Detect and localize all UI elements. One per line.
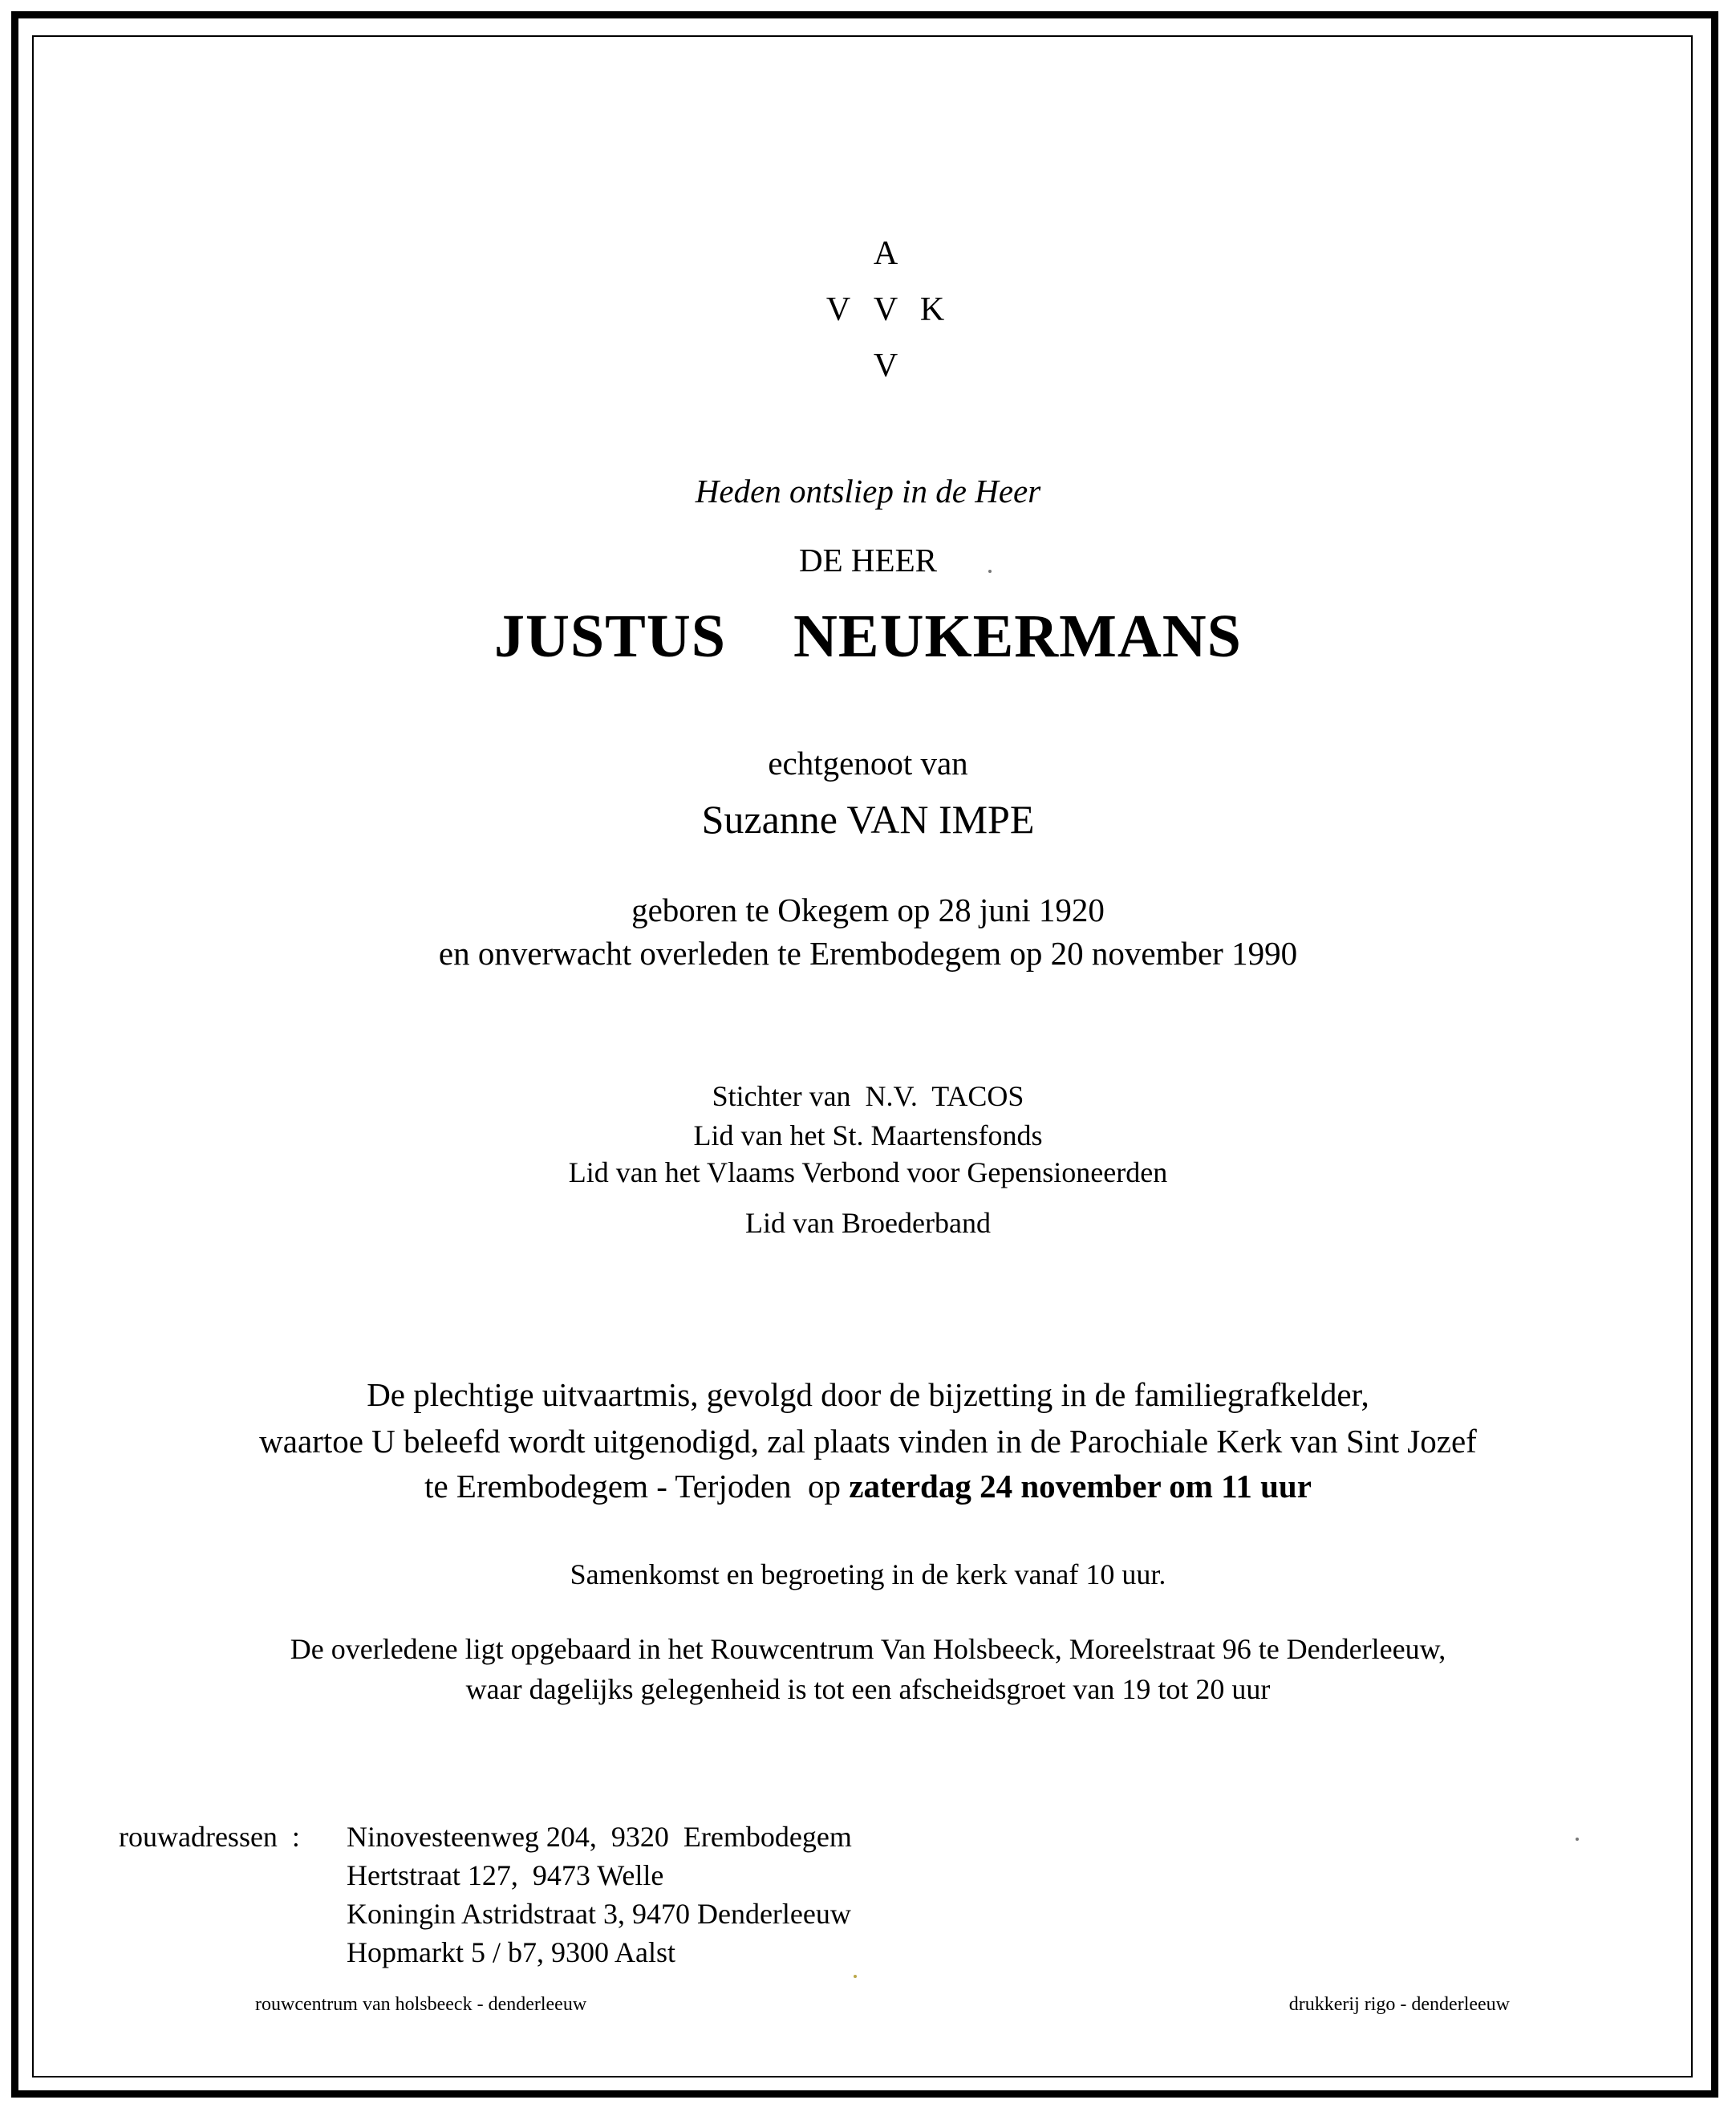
address-item: Koningin Astridstraat 3, 9470 Denderleeuw	[347, 1898, 851, 1930]
print-speck	[854, 1975, 857, 1978]
role-item: Lid van het St. Maartensfonds	[693, 1119, 1043, 1151]
cross-bottom-letter: V	[873, 347, 898, 384]
print-speck	[1576, 1838, 1579, 1841]
birth-line: geboren te Okegem op 28 juni 1920	[631, 892, 1105, 928]
honorific: DE HEER	[799, 542, 937, 579]
print-speck	[988, 570, 992, 573]
cross-right-letter: K	[919, 291, 945, 328]
funeral-date-time: zaterdag 24 november om 11 uur	[849, 1468, 1312, 1505]
addresses-label: rouwadressen :	[119, 1821, 300, 1853]
footer-printer: drukkerij rigo - denderleeuw	[1288, 1994, 1510, 2015]
role-item: Lid van het Vlaams Verbond voor Gepensioneerden	[568, 1156, 1168, 1188]
wake-line-1: De overledene ligt opgebaard in het Rouwcentrum Van Holsbeeck, Moreelstraat 96 te Denderleeuw,	[290, 1633, 1446, 1665]
funeral-location: te Erembodegem - Terjoden op	[424, 1468, 850, 1505]
wake-line-2: waar dagelijks gelegenheid is tot een afscheidsgroet van 19 tot 20 uur	[465, 1673, 1271, 1705]
role-item: Stichter van N.V. TACOS	[712, 1080, 1024, 1112]
addresses-list	[347, 1818, 852, 1972]
intro-line: Heden ontsliep in de Heer	[695, 473, 1041, 510]
spouse-label: echtgenoot van	[768, 745, 968, 782]
deceased-name: JUSTUS NEUKERMANS	[494, 603, 1242, 670]
address-item: Ninovesteenweg 204, 9320 Erembodegem	[347, 1821, 852, 1853]
inner-border	[32, 35, 1693, 2077]
role-item: Lid van Broederband	[745, 1207, 991, 1239]
death-line: en onverwacht overleden te Erembodegem op 20 november 1990	[438, 935, 1298, 972]
meeting-line: Samenkomst en begroeting in de kerk vanaf 10 uur.	[570, 1558, 1166, 1590]
address-item: Hopmarkt 5 / b7, 9300 Aalst	[347, 1936, 675, 1968]
funeral-line-2: waartoe U beleefd wordt uitgenodigd, zal plaats vinden in de Parochiale Kerk van Sint Jozef	[259, 1423, 1477, 1460]
funeral-line-3	[0, 1467, 1736, 1505]
cross-center-letter: V	[873, 291, 898, 328]
cross-top-letter: A	[873, 235, 898, 272]
spouse-name: Suzanne VAN IMPE	[701, 797, 1035, 842]
funeral-line-1: De plechtige uitvaartmis, gevolgd door de bijzetting in de familiegrafkelder,	[367, 1376, 1369, 1413]
cross-left-letter: V	[825, 291, 851, 328]
footer-funeral-home: rouwcentrum van holsbeeck - denderleeuw	[255, 1994, 587, 2015]
address-item: Hertstraat 127, 9473 Welle	[347, 1859, 664, 1891]
